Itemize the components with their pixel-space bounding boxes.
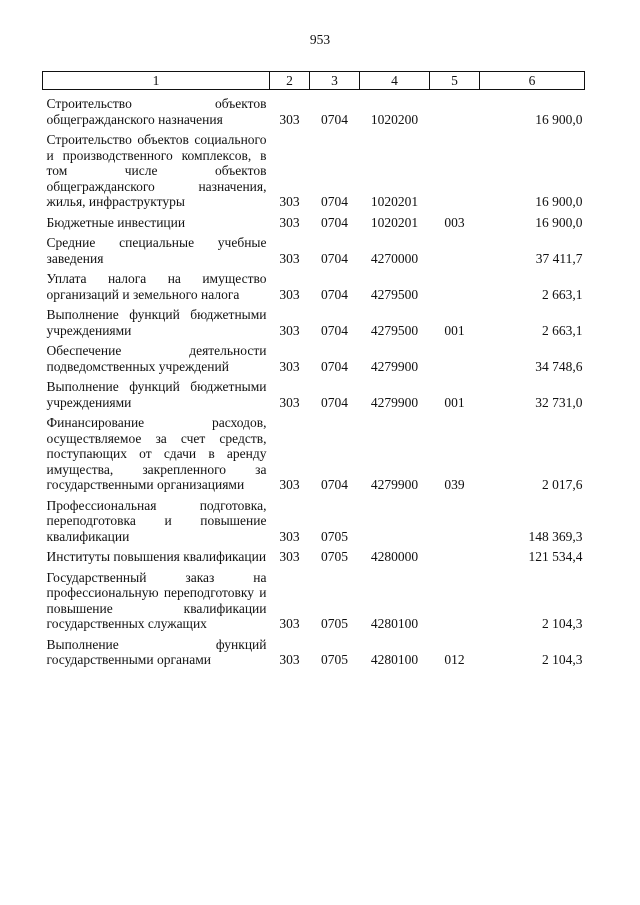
row-col-2: 303 [279, 322, 300, 338]
table-row [43, 493, 585, 545]
row-col-3: 0705 [321, 549, 348, 564]
row-col-5 [430, 127, 480, 210]
header-col-6: 6 [480, 72, 585, 90]
row-col-5: 039 [444, 477, 465, 492]
row-col-3: 0704 [321, 111, 348, 127]
row-col-4: 4280100 [370, 616, 419, 631]
row-col-5 [430, 230, 480, 266]
table-row [43, 302, 585, 338]
row-name: Институты повышения квалификации [46, 549, 267, 564]
row-col-4: 4279900 [370, 394, 419, 410]
table-row [43, 410, 585, 493]
table-row [43, 96, 585, 127]
header-col-1: 1 [43, 72, 270, 90]
page-number: 953 [309, 32, 331, 47]
header-col-4: 4 [360, 72, 430, 90]
row-name: Выполнение функций бюджетными учреждениями [46, 307, 267, 338]
row-col-3: 0704 [321, 394, 348, 410]
row-col-2: 303 [279, 549, 300, 564]
row-col-2: 303 [279, 214, 300, 230]
table-row [43, 210, 585, 231]
row-col-4: 1020200 [370, 111, 419, 127]
row-col-5: 001 [444, 394, 465, 410]
row-col-4: 4279500 [370, 286, 419, 302]
row-col-3: 0704 [321, 477, 348, 492]
row-name: Средние специальные учебные заведения [46, 235, 267, 266]
row-amount: 148 369,3 [528, 528, 583, 544]
table-row [43, 127, 585, 210]
row-col-2: 303 [279, 394, 300, 410]
row-amount: 2 663,1 [542, 286, 583, 302]
row-col-2: 303 [279, 652, 300, 667]
row-amount: 16 900,0 [535, 194, 583, 209]
row-col-2: 303 [279, 286, 300, 302]
row-col-5: 003 [444, 214, 465, 230]
row-amount: 2 104,3 [542, 652, 583, 667]
table-row [43, 632, 585, 668]
row-col-2: 303 [279, 194, 300, 209]
row-amount: 34 748,6 [535, 358, 583, 374]
row-col-4: 4280100 [370, 652, 419, 667]
row-name: Обеспечение деятельности подведомственных учреждений [46, 343, 267, 374]
row-col-4: 4279900 [370, 477, 419, 492]
row-col-5 [430, 565, 480, 632]
table-row [43, 565, 585, 632]
row-name: Уплата налога на имущество организаций и земельного налога [46, 271, 267, 302]
row-col-3: 0704 [321, 250, 348, 266]
row-col-4 [360, 493, 430, 545]
row-name: Государственный заказ на профессиональную переподготовку и повышение квалификации государственных служащих [46, 569, 267, 631]
row-amount: 16 900,0 [535, 214, 583, 230]
row-col-5: 012 [444, 652, 465, 667]
row-col-5 [430, 266, 480, 302]
row-name: Профессиональная подготовка, переподготовка и повышение квалификации [46, 497, 267, 544]
table-header-row [43, 72, 585, 90]
table-row [43, 230, 585, 266]
table-row [43, 266, 585, 302]
row-col-4: 4270000 [370, 250, 419, 266]
row-name: Выполнение функций государственными органами [46, 636, 267, 667]
row-col-2: 303 [279, 358, 300, 374]
row-col-3: 0704 [321, 194, 348, 209]
row-amount: 2 104,3 [542, 616, 583, 631]
row-col-2: 303 [279, 111, 300, 127]
header-col-2: 2 [270, 72, 310, 90]
row-col-3: 0705 [321, 652, 348, 667]
row-col-4: 1020201 [370, 194, 419, 209]
budget-table [42, 71, 585, 668]
row-name: Строительство объектов общегражданского назначения [46, 96, 267, 127]
row-col-3: 0704 [321, 286, 348, 302]
row-col-5: 001 [444, 322, 465, 338]
row-col-2: 303 [279, 250, 300, 266]
row-amount: 2 017,6 [542, 477, 583, 492]
row-amount: 121 534,4 [528, 549, 583, 564]
row-col-3: 0704 [321, 358, 348, 374]
row-col-4: 1020201 [370, 214, 419, 230]
row-amount: 2 663,1 [542, 322, 583, 338]
row-col-4: 4280000 [370, 549, 419, 564]
row-name: Строительство объектов социального и производственного комплексов, в том числе объектов общегражданского назначения, жилья, инфраструктуры [46, 132, 267, 209]
table-row [43, 544, 585, 565]
row-col-5 [430, 493, 480, 545]
row-col-3: 0705 [321, 616, 348, 631]
row-name: Выполнение функций бюджетными учреждениями [46, 379, 267, 410]
row-amount: 37 411,7 [535, 250, 583, 266]
row-col-5 [430, 96, 480, 127]
row-col-2: 303 [279, 528, 300, 544]
row-col-4: 4279500 [370, 322, 419, 338]
row-amount: 16 900,0 [535, 111, 583, 127]
row-col-5 [430, 338, 480, 374]
row-col-5 [430, 544, 480, 565]
row-name: Бюджетные инвестиции [46, 214, 186, 230]
header-col-3: 3 [310, 72, 360, 90]
row-col-2: 303 [279, 616, 300, 631]
row-name: Финансирование расходов, осуществляемое за счет средств, поступающих от сдачи в аренду имущества, закрепленного за государственными организациями [46, 415, 267, 492]
header-col-5: 5 [430, 72, 480, 90]
row-col-3: 0704 [321, 214, 348, 230]
table-row [43, 338, 585, 374]
row-col-3: 0705 [321, 528, 348, 544]
table-row [43, 374, 585, 410]
row-col-3: 0704 [321, 322, 348, 338]
row-amount: 32 731,0 [535, 394, 583, 410]
row-col-2: 303 [279, 477, 300, 492]
row-col-4: 4279900 [370, 358, 419, 374]
